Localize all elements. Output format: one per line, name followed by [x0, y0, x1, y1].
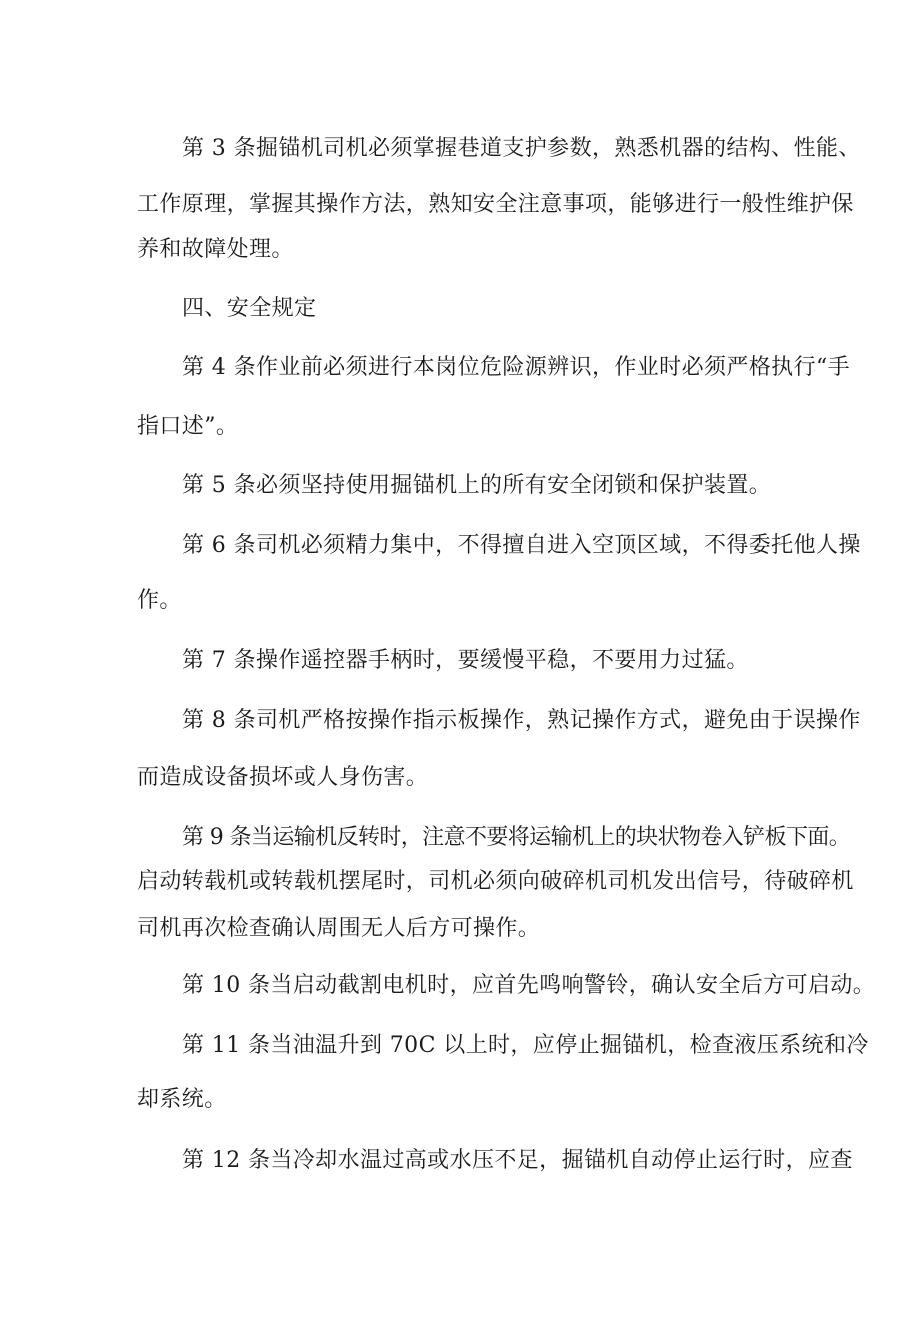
text-line: 指口述”。: [137, 414, 239, 439]
text-line: 第 7 条操作遥控器手柄时，要缓慢平稳，不要用力过猛。: [182, 648, 749, 673]
text-line: 第 5 条必须坚持使用掘锚机上的所有安全闭锁和保护装置。: [182, 473, 772, 498]
text-line: 第 11 条当油温升到 70C 以上时，应停止掘锚机，检查液压系统和冷: [182, 1033, 869, 1058]
text-line: 第 3 条掘锚机司机必须掌握巷道支护参数，熟悉机器的结构、性能、: [182, 136, 861, 161]
text-line: 第 10 条当启动截割电机时，应首先鸣响警铃，确认安全后方可启动。: [182, 973, 876, 998]
text-line: 第 12 条当冷却水温过高或水压不足，掘锚机自动停止运行时，应查: [182, 1148, 853, 1173]
text-line: 第 9 条当运输机反转时，注意不要将运输机上的块状物卷入铲板下面。: [182, 825, 851, 850]
text-line: 作。: [137, 588, 182, 613]
text-line: 第 6 条司机必须精力集中，不得擅自进入空顶区域，不得委托他人操: [182, 533, 861, 558]
text-line: 第 4 条作业前必须进行本岗位危险源辨识，作业时必须严格执行“手: [182, 355, 851, 380]
text-line: 却系统。: [137, 1087, 227, 1112]
text-line: 养和故障处理。: [137, 237, 294, 262]
text-line: 启动转载机或转载机摆尾时，司机必须向破碎机司机发出信号，待破碎机: [137, 869, 854, 894]
section-heading: 四、安全规定: [182, 296, 317, 321]
text-line: 工作原理，掌握其操作方法，熟知安全注意事项，能够进行一般性维护保: [137, 192, 854, 217]
text-line: 司机再次检查确认周围无人后方可操作。: [137, 916, 541, 941]
text-line: 而造成设备损坏或人身伤害。: [137, 765, 429, 790]
text-line: 第 8 条司机严格按操作指示板操作，熟记操作方式，避免由于误操作: [182, 708, 861, 733]
